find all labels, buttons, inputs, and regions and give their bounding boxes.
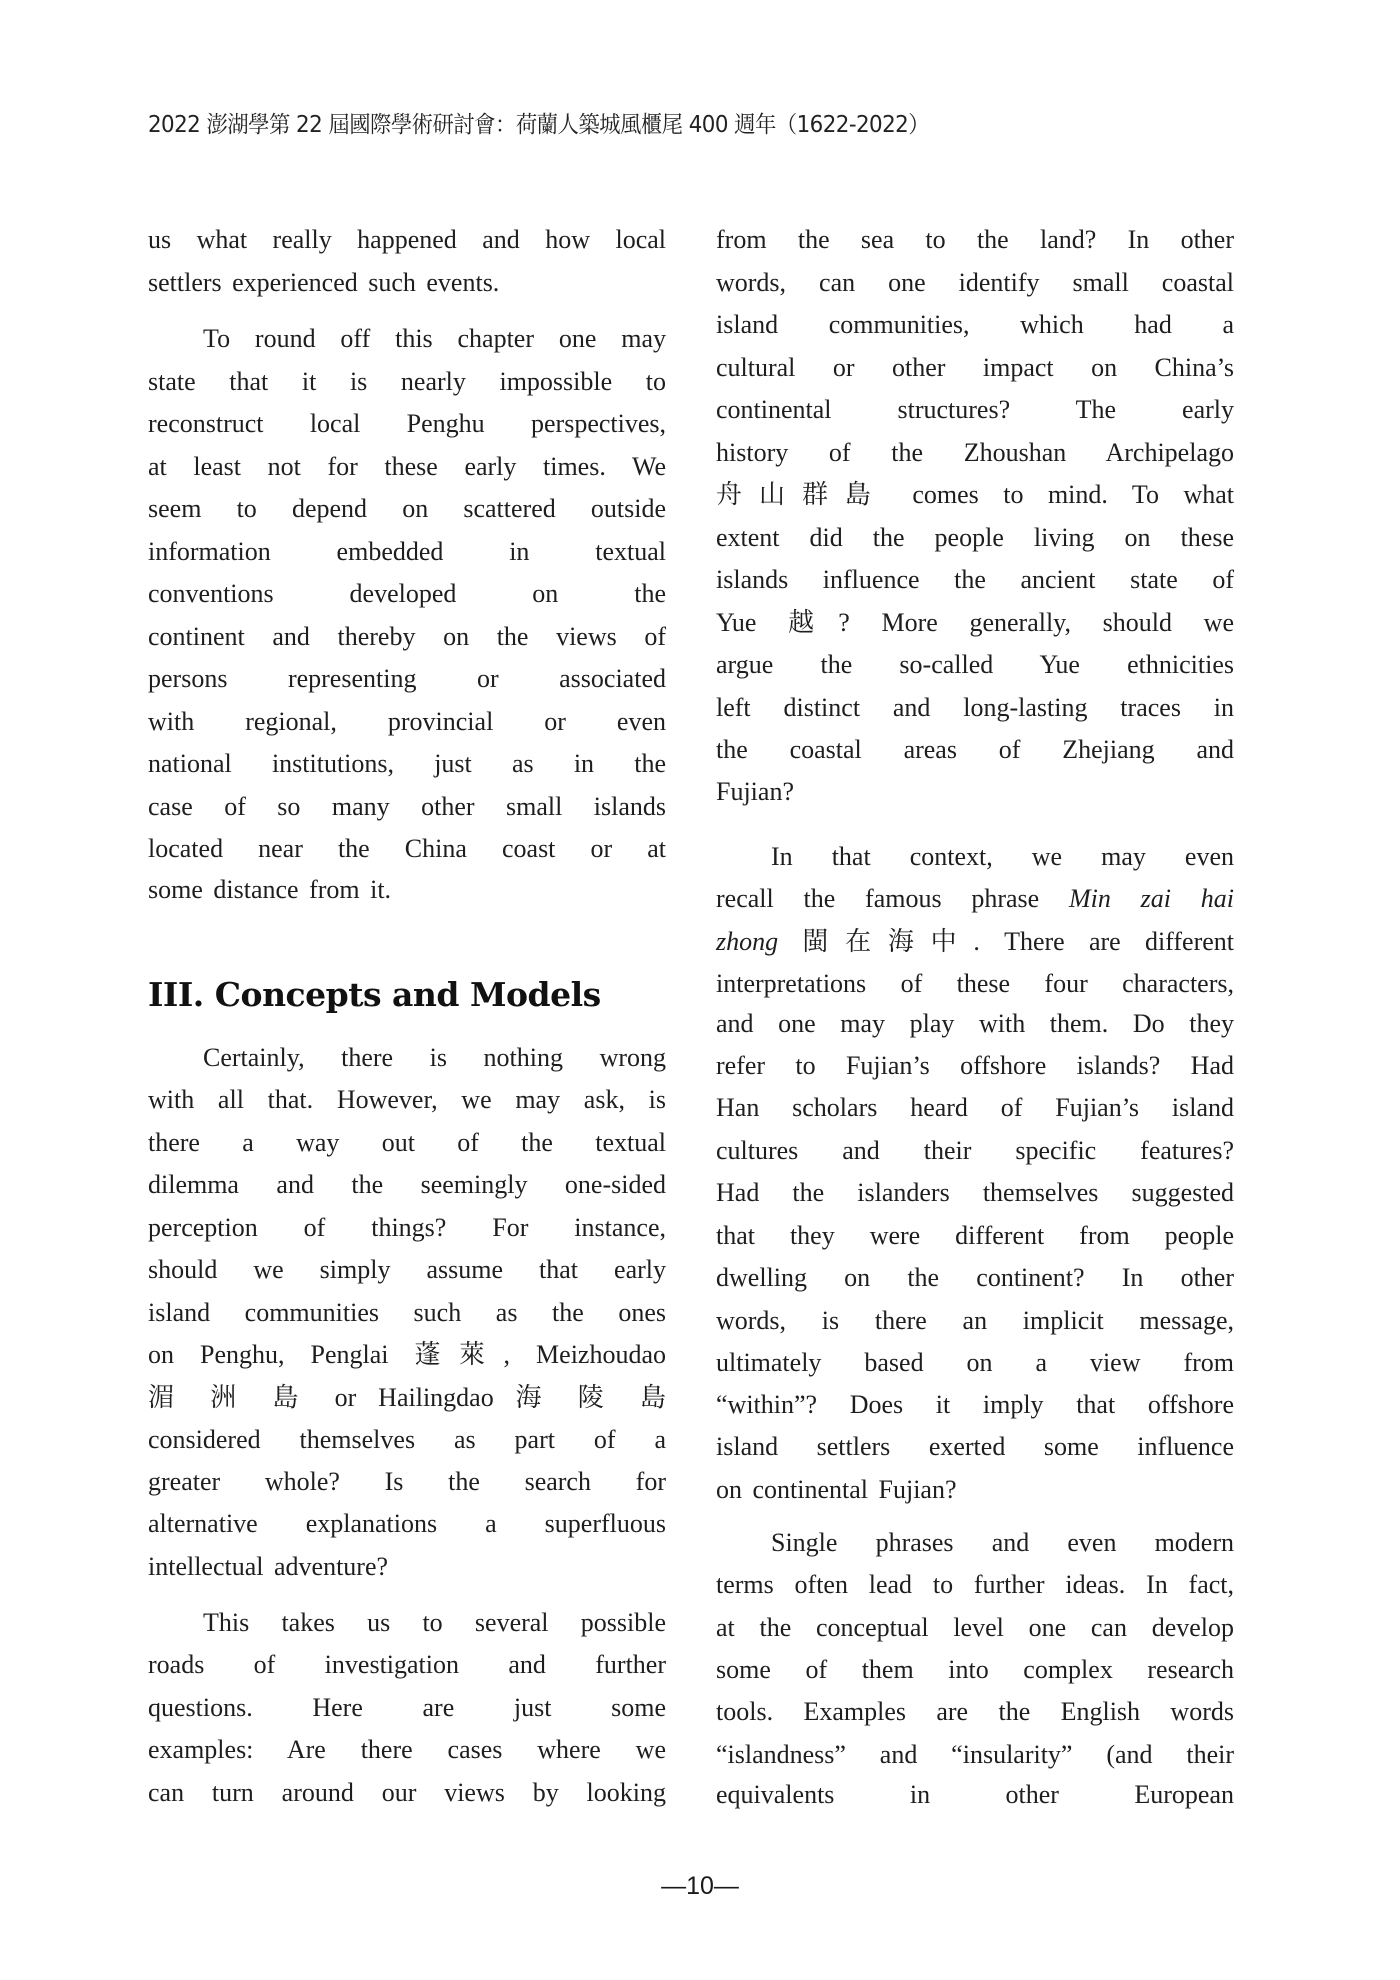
text-line: Han scholars heard of Fujian’s island — [716, 1093, 1234, 1122]
text-segment: 閩在海中. There are different — [778, 927, 1234, 956]
right-column — [716, 0, 1234, 1980]
text-line — [716, 921, 1234, 963]
text-line: can turn around our views by looking — [148, 1778, 666, 1807]
text-line: island settlers exerted some influence — [716, 1432, 1234, 1461]
text-line: words, can one identify small coastal — [716, 268, 1234, 297]
text-line: continental structures? The early — [716, 395, 1234, 424]
italic-phrase: zhong — [716, 927, 779, 956]
text-line: This takes us to several possible — [203, 1608, 666, 1637]
text-line: seem to depend on scattered outside — [148, 494, 666, 523]
text-line: us what really happened and how local — [148, 225, 666, 254]
text-line: extent did the people living on these — [716, 523, 1234, 552]
text-line: argue the so-called Yue ethnicities — [716, 650, 1234, 679]
text-line: island communities such as the ones — [148, 1298, 666, 1327]
text-line: considered themselves as part of a — [148, 1425, 666, 1454]
text-line: roads of investigation and further — [148, 1650, 666, 1679]
text-line: To round off this chapter one may — [203, 324, 666, 353]
page-number: —10— — [661, 1872, 739, 1900]
text-line: and one may play with them. Do they — [716, 1009, 1234, 1038]
text-line: some distance from it. — [148, 875, 392, 904]
text-line: cultural or other impact on China’s — [716, 353, 1234, 382]
text-line: case of so many other small islands — [148, 792, 666, 821]
section-heading: III. Concepts and Models — [148, 975, 601, 1015]
text-line: words, is there an implicit message, — [716, 1306, 1234, 1335]
text-line: “within”? Does it imply that offshore — [716, 1390, 1234, 1419]
text-line: from the sea to the land? In other — [716, 225, 1234, 254]
running-header: 2022 澎湖學第 22 屆國際學術研討會：荷蘭人築城風櫃尾 400 週年（1622-2022） — [148, 112, 930, 138]
italic-phrase: Min zai hai — [1069, 884, 1234, 913]
text-line: tools. Examples are the English words — [716, 1697, 1234, 1726]
text-segment: recall the famous phrase — [716, 884, 1069, 913]
text-line: on Penghu, Penglai 蓬萊, Meizhoudao — [148, 1340, 666, 1369]
text-line: equivalents in other European — [716, 1780, 1234, 1809]
text-line: intellectual adventure? — [148, 1552, 389, 1581]
text-line: 舟山群島 comes to mind. To what — [716, 480, 1234, 509]
left-column — [148, 0, 666, 1980]
text-line: dilemma and the seemingly one-sided — [148, 1170, 666, 1199]
text-line: that they were different from people — [716, 1221, 1234, 1250]
text-line: at the conceptual level one can develop — [716, 1613, 1234, 1642]
text-line: “islandness” and “insularity” (and their — [716, 1740, 1234, 1769]
text-line: Yue 越? More generally, should we — [716, 608, 1234, 637]
text-line: the coastal areas of Zhejiang and — [716, 735, 1234, 764]
text-line: reconstruct local Penghu perspectives, — [148, 409, 666, 438]
text-line: left distinct and long-lasting traces in — [716, 693, 1234, 722]
text-line: on continental Fujian? — [716, 1475, 957, 1504]
text-line: islands influence the ancient state of — [716, 565, 1234, 594]
text-line: there a way out of the textual — [148, 1128, 666, 1157]
text-line: national institutions, just as in the — [148, 749, 666, 778]
text-line: some of them into complex research — [716, 1655, 1234, 1684]
text-line: 湄 洲 島 or Hailingdao 海 陵 島 — [148, 1383, 666, 1412]
text-line: at least not for these early times. We — [148, 452, 666, 481]
text-line: ultimately based on a view from — [716, 1348, 1234, 1377]
text-line: history of the Zhoushan Archipelago — [716, 438, 1234, 467]
text-line: questions. Here are just some — [148, 1693, 666, 1722]
text-line: Fujian? — [716, 777, 794, 806]
text-line: information embedded in textual — [148, 537, 666, 566]
text-line: dwelling on the continent? In other — [716, 1263, 1234, 1292]
text-line: alternative explanations a superfluous — [148, 1509, 666, 1538]
text-line: located near the China coast or at — [148, 834, 666, 863]
text-line: Had the islanders themselves suggested — [716, 1178, 1234, 1207]
text-line: perception of things? For instance, — [148, 1213, 666, 1242]
text-line: continent and thereby on the views of — [148, 622, 666, 651]
text-line: Single phrases and even modern — [771, 1528, 1234, 1557]
text-line: cultures and their specific features? — [716, 1136, 1234, 1165]
text-line: island communities, which had a — [716, 310, 1234, 339]
text-line: should we simply assume that early — [148, 1255, 666, 1284]
text-line: settlers experienced such events. — [148, 268, 500, 297]
text-line: refer to Fujian’s offshore islands? Had — [716, 1051, 1234, 1080]
text-line: state that it is nearly impossible to — [148, 367, 666, 396]
text-line: persons representing or associated — [148, 664, 666, 693]
text-line — [716, 878, 1234, 920]
text-line: with regional, provincial or even — [148, 707, 666, 736]
text-line: conventions developed on the — [148, 579, 666, 608]
text-line: interpretations of these four characters, — [716, 969, 1234, 998]
text-line: greater whole? Is the search for — [148, 1467, 666, 1496]
text-line: terms often lead to further ideas. In fact, — [716, 1570, 1234, 1599]
text-line: with all that. However, we may ask, is — [148, 1085, 666, 1114]
text-line: Certainly, there is nothing wrong — [203, 1043, 666, 1072]
text-line: In that context, we may even — [771, 842, 1234, 871]
text-line: examples: Are there cases where we — [148, 1735, 666, 1764]
